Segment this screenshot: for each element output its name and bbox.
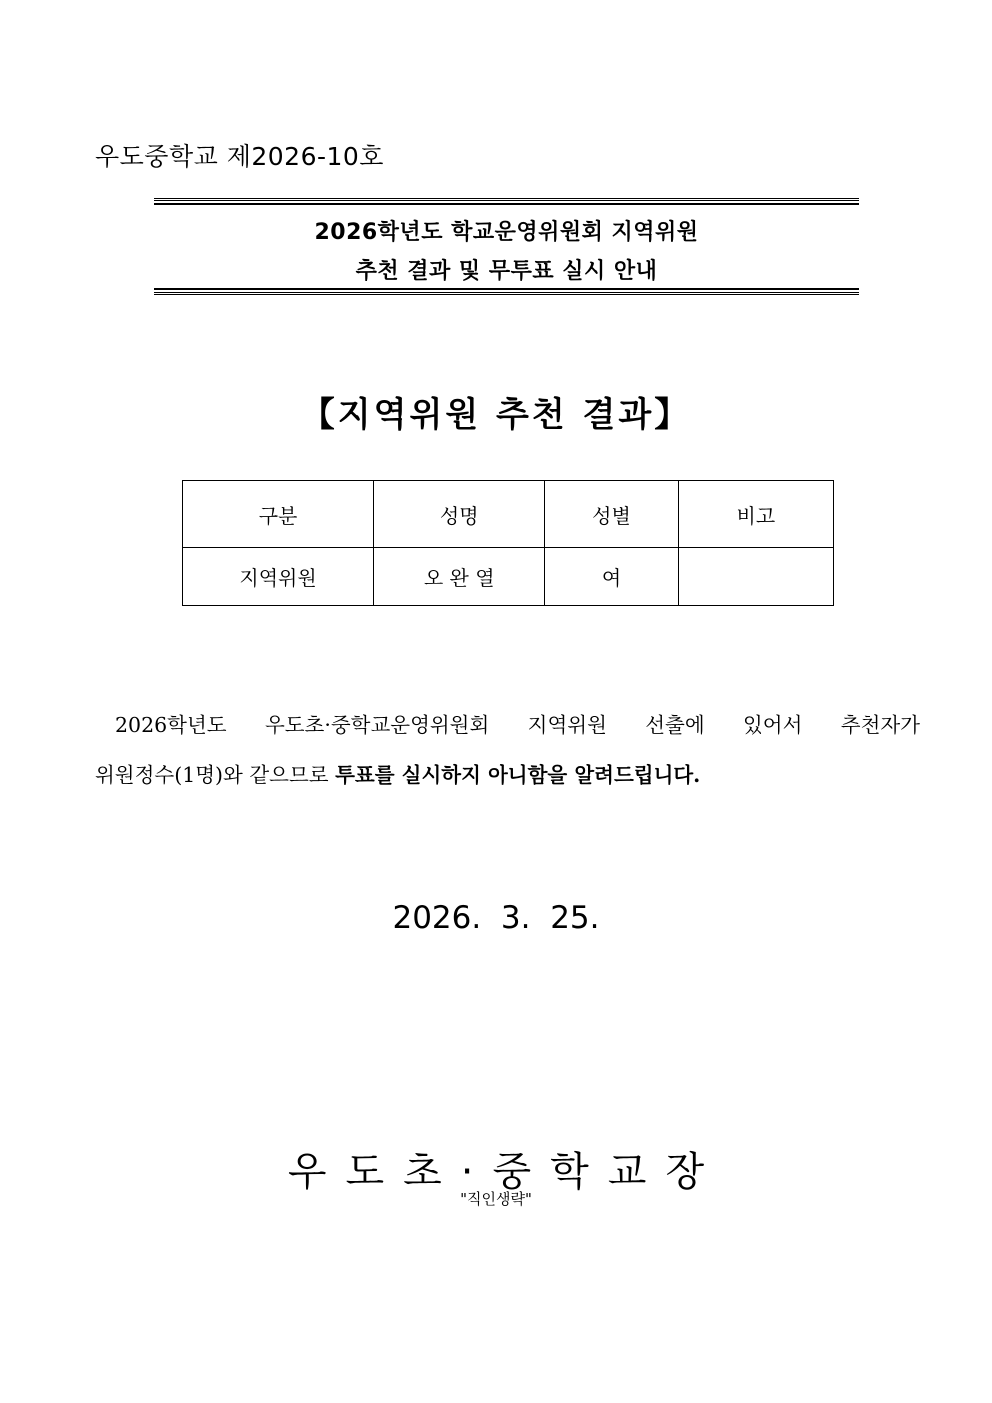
cell-category: 지역위원 (183, 548, 374, 606)
doc-number: 우도중학교 제2026-10호 (95, 142, 384, 171)
header-gender: 성별 (545, 481, 678, 548)
title-line-1: 2026학년도 학교운영위원회 지역위원 (314, 220, 699, 245)
cell-gender: 여 (545, 548, 678, 606)
result-table (182, 480, 834, 606)
title-box (154, 198, 859, 295)
header-remarks: 비고 (678, 481, 833, 548)
notice-bold-text: 투표를 실시하지 아니함을 알려드립니다. (335, 763, 701, 787)
seal-note: "직인생략" (460, 1190, 532, 1208)
header-category: 구분 (183, 481, 374, 548)
signature: 우도초·중학교장 (287, 1149, 724, 1195)
date: 2026. 3. 25. (392, 900, 600, 936)
table-header-row (183, 481, 834, 548)
cell-remarks (678, 548, 833, 606)
notice-paragraph (95, 700, 920, 800)
notice-line-1: 2026학년도 우도초·중학교운영위원회 지역위원 선출에 있어서 추천자가 (115, 713, 920, 737)
title-line-2: 추천 결과 및 무투표 실시 안내 (355, 259, 658, 284)
table-row (183, 548, 834, 606)
cell-name: 오 완 열 (374, 548, 545, 606)
section-heading: 【지역위원 추천 결과】 (300, 395, 692, 435)
notice-line-2 (95, 750, 920, 800)
header-name: 성명 (374, 481, 545, 548)
notice-plain-text: 위원정수(1명)와 같으므로 (95, 763, 336, 787)
